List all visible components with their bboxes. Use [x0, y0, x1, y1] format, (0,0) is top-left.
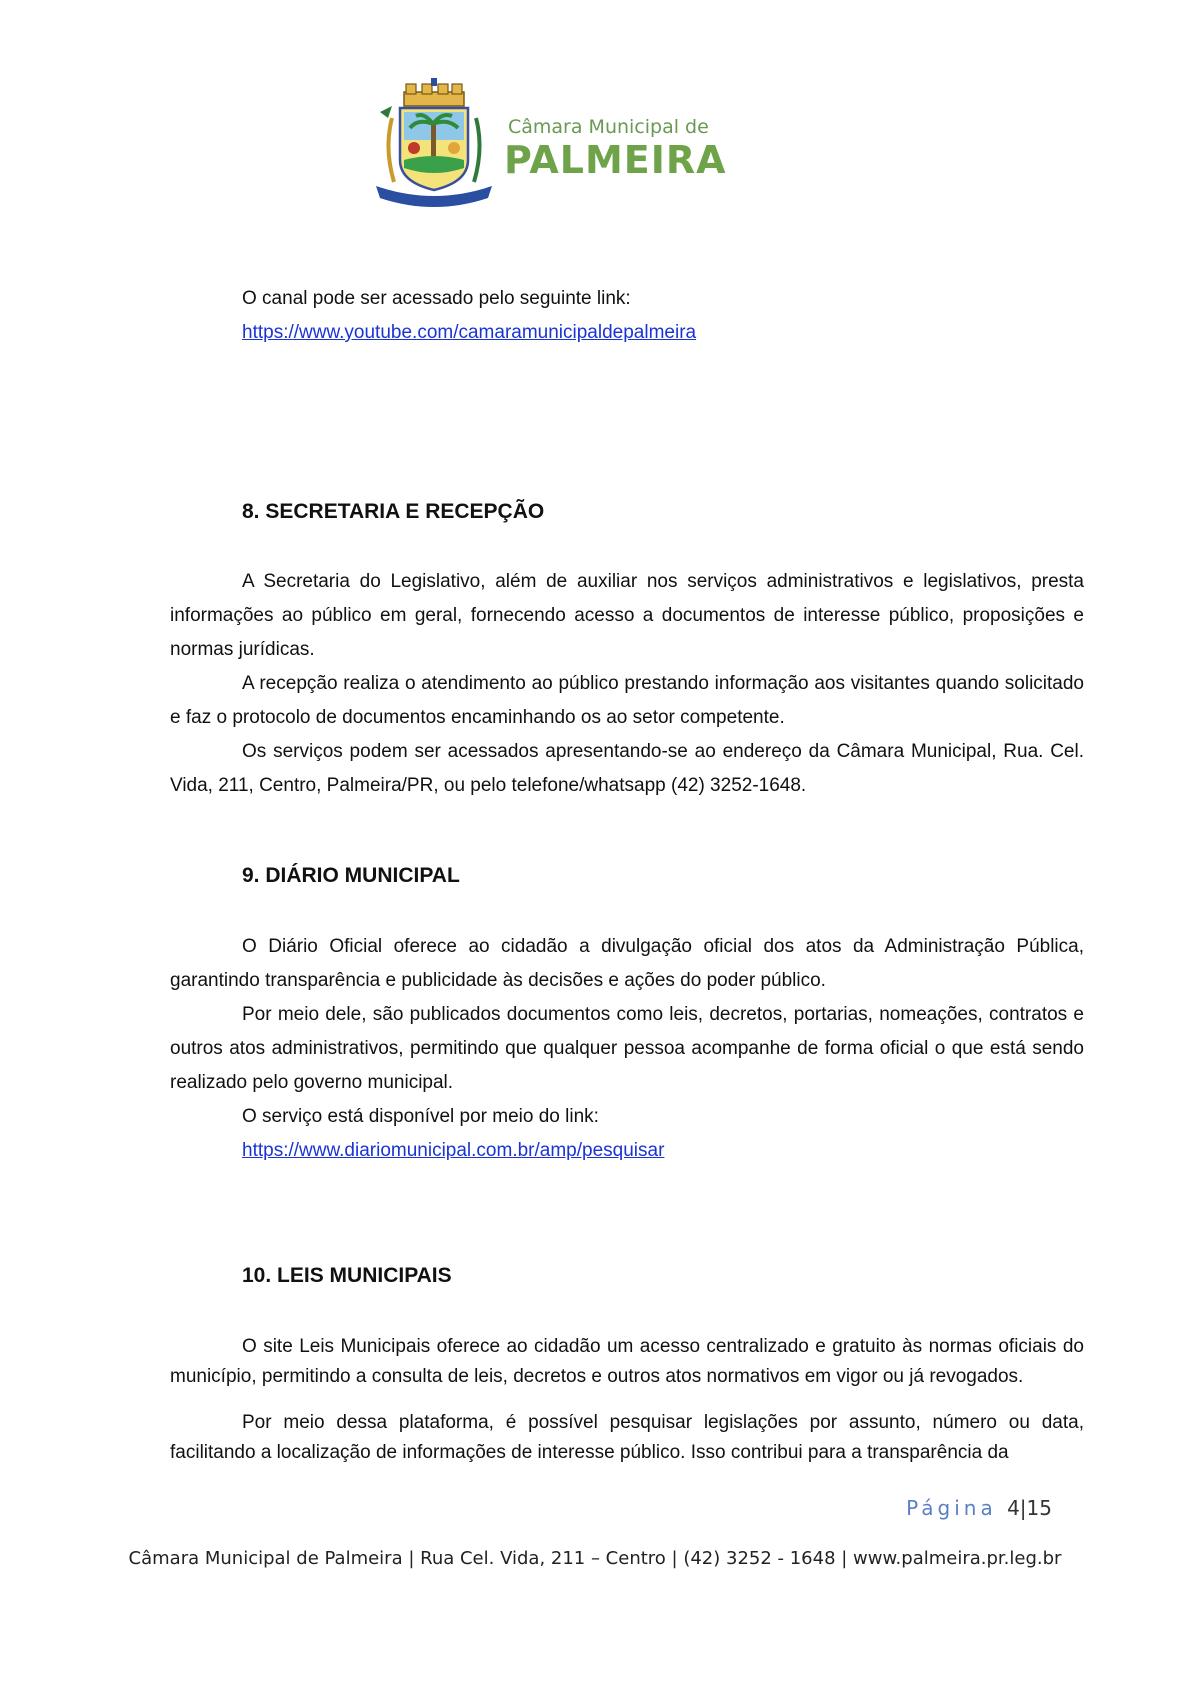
section-9-paragraph: O Diário Oficial oferece ao cidadão a divulgação oficial dos atos da Administração Pública, garantindo transparência e publicidade às decisões e ações do poder público.	[170, 936, 1084, 991]
section-10-paragraph: O site Leis Municipais oferece ao cidadão um acesso centralizado e gratuito às normas oficiais do município, permitindo a consulta de leis, decretos e outros atos normativos em vigor ou já revogados.	[170, 1336, 1084, 1387]
page-label: Página	[906, 1496, 997, 1520]
section-9-heading: 9. DIÁRIO MUNICIPAL	[242, 864, 460, 887]
intro-text: O canal pode ser acessado pelo seguinte link:	[242, 288, 631, 309]
section-8-paragraph: A recepção realiza o atendimento ao público prestando informação aos visitantes quando solicitado e faz o protocolo de documentos encaminhando os ao setor competente.	[170, 673, 1084, 728]
intro-block	[170, 282, 1084, 350]
page-current: 4	[1007, 1496, 1020, 1520]
page-total: 15	[1026, 1496, 1052, 1520]
page-number	[906, 1496, 1052, 1520]
section-9-paragraph: O serviço está disponível por meio do link:	[242, 1106, 599, 1127]
section-10-paragraph: Por meio dessa plataforma, é possível pesquisar legislações por assunto, número ou data, facilitando a localização de informações de interesse público. Isso contribui para a transparência da	[170, 1412, 1084, 1463]
page-separator: |	[1019, 1496, 1027, 1520]
letterhead	[370, 78, 730, 208]
brand-title: PALMEIRA	[504, 138, 727, 182]
brand-subtitle: Câmara Municipal de	[508, 116, 709, 138]
section-8-paragraph: Os serviços podem ser acessados apresentando-se ao endereço da Câmara Municipal, Rua. Cel. Vida, 211, Centro, Palmeira/PR, ou pelo telefone/whatsapp (42) 3252-1648.	[170, 741, 1084, 796]
section-8-paragraph: A Secretaria do Legislativo, além de auxiliar nos serviços administrativos e legislativos, presta informações ao público em geral, fornecendo acesso a documentos de interesse público, proposições e normas jurídicas.	[170, 571, 1084, 660]
diario-link[interactable]: https://www.diariomunicipal.com.br/amp/pesquisar	[242, 1140, 665, 1161]
section-10-body	[170, 1332, 1084, 1468]
section-9-paragraph: Por meio dele, são publicados documentos como leis, decretos, portarias, nomeações, contratos e outros atos administrativos, permitindo que qualquer pessoa acompanhe de forma oficial o que está sendo realizado pelo governo municipal.	[170, 1004, 1084, 1093]
section-8-heading: 8. SECRETARIA E RECEPÇÃO	[242, 500, 545, 523]
section-9-body	[170, 930, 1084, 1168]
page-footer: Câmara Municipal de Palmeira | Rua Cel. Vida, 211 – Centro | (42) 3252 - 1648 | www.palmeira.pr.leg.br	[128, 1548, 1062, 1569]
section-8-body	[170, 565, 1084, 803]
youtube-link[interactable]: https://www.youtube.com/camaramunicipaldepalmeira	[242, 322, 697, 343]
section-10-heading: 10. LEIS MUNICIPAIS	[242, 1264, 452, 1287]
coat-of-arms-icon	[370, 78, 498, 208]
